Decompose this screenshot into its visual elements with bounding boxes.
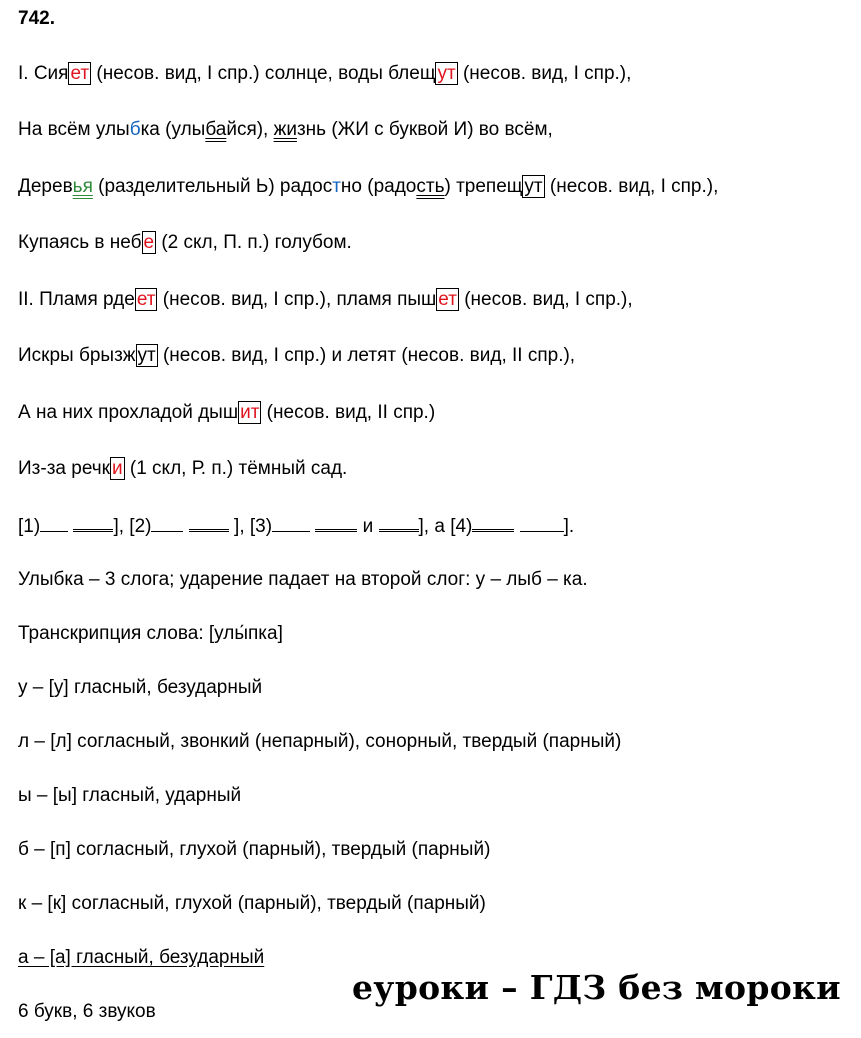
watermark: еуроки – ГДЗ без мороки [352,968,841,1007]
sound-row: б – [п] согласный, глухой (парный), твердый (парный) [18,839,491,860]
poem1-line3: Деревья (разделительный Ь) радостно (радость) трепещ ут (несов. вид, I спр.), [18,176,719,197]
exercise-number: 742. [18,8,55,29]
poem2-line2: Искры брызж ут (несов. вид, I спр.) и летят (несов. вид, II спр.), [18,345,576,366]
subject-blank [151,515,183,532]
predicate-blank [73,514,113,532]
poem2-line4: Из-за речк и (1 скл, Р. п.) тёмный сад. [18,458,348,479]
subject-blank [40,515,68,532]
sound-row: к – [к] согласный, глухой (парный), твердый (парный) [18,893,486,914]
sound-row: ы – [ы] гласный, ударный [18,785,242,806]
subject-blank [272,515,310,532]
sound-row: а – [а] гласный, безударный [18,947,265,968]
syllables-text: Улыбка – 3 слога; ударение падает на второй слог: у – лыб – ка. [18,569,588,590]
poem1-line1: I. Сия ет (несов. вид, I спр.) солнце, воды блещ ут (несов. вид, I спр.), [18,63,632,84]
predicate-blank [379,514,419,532]
predicate-blank [189,514,229,532]
predicate-blank [472,514,514,532]
sentence-scheme: [1) ], [2) ], [3) и ], а [4) ]. [18,516,575,537]
predicate-blank [315,514,357,532]
transcription-text: Транскрипция слова: [улы́пка] [18,623,283,644]
poem2-line3: А на них прохладой дыш ит (несов. вид, II спр.) [18,402,436,423]
summary-text: 6 букв, 6 звуков [18,1001,156,1022]
subject-blank [520,515,564,532]
sound-row: у – [у] гласный, безударный [18,677,263,698]
poem1-line4: Купаясь в неб е (2 скл, П. п.) голубом. [18,232,352,253]
poem2-line1: II. Пламя рде ет (несов. вид, I спр.), пламя пыш ет (несов. вид, I спр.), [18,289,633,310]
poem1-line2: На всём улыбка (улыбайся), жизнь (ЖИ с буквой И) во всём, [18,119,553,140]
sound-row: л – [л] согласный, звонкий (непарный), сонорный, твердый (парный) [18,731,622,752]
